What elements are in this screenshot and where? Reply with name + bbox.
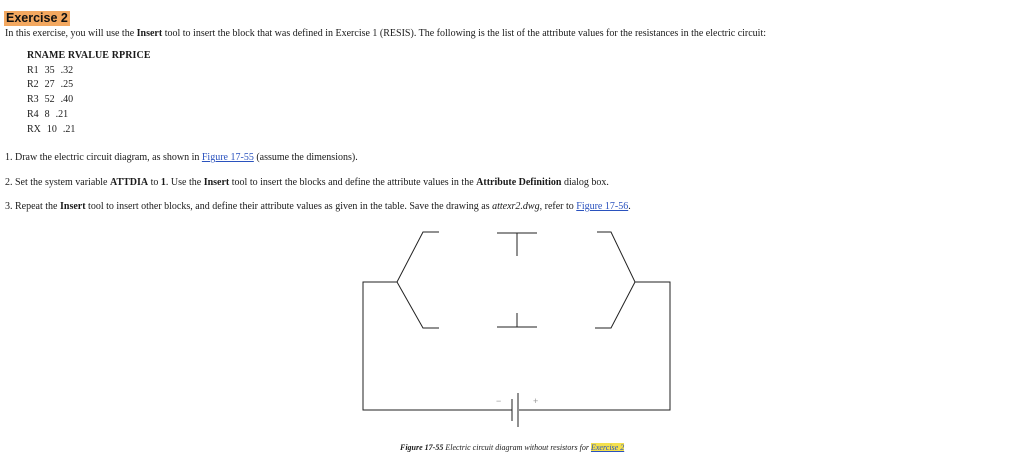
step-2-text-4: tool to insert the blocks and define the attribute values in the (229, 177, 477, 188)
right-branch-lower-wire (595, 282, 635, 328)
insert-term: Insert (59, 201, 86, 212)
figure-17-55-link[interactable]: Figure 17-55 (201, 152, 254, 163)
step-2-text-5: dialog box. (561, 177, 609, 188)
figure-caption (400, 443, 624, 452)
table-cell: R3 (27, 94, 39, 106)
intro-text-1: In this exercise, you will use the (5, 28, 137, 39)
caption-figure-number: Figure 17-55 (400, 443, 444, 452)
table-cell: .21 (62, 123, 76, 135)
left-branch-wire (363, 232, 512, 410)
attribute-definition-term: Attribute Definition (476, 177, 562, 188)
table-header-cell: RVALUE (67, 50, 110, 61)
step-3-text-4: . (628, 201, 631, 212)
table-header-cell: RNAME (27, 50, 66, 61)
step-2-text-3: . Use the (165, 177, 204, 188)
attdia-term: ATTDIA (109, 177, 149, 188)
table-cell: 27 (44, 79, 55, 91)
table-cell: 8 (44, 108, 50, 120)
step-3-text-3: , refer to (539, 201, 577, 212)
table-cell: 52 (44, 94, 55, 106)
caption-exercise-link[interactable]: Exercise 2 (590, 443, 625, 452)
step-3-text-2: tool to insert other blocks, and define their attribute values as given in the table. Save the drawing as (85, 201, 493, 212)
table-cell: 10 (46, 123, 57, 135)
intro-text-2: tool to insert the block that was defined in Exercise 1 (RESIS). The following is the list of the attribute values for the resistances in the electric circuit: (162, 28, 767, 39)
left-branch-lower-wire (397, 282, 439, 328)
table-cell: 35 (44, 64, 55, 76)
table-cell: .21 (55, 108, 69, 120)
step-2-text-1: 2. Set the system variable (5, 177, 110, 188)
exercise-heading: Exercise 2 (6, 11, 68, 25)
step-2-text-2: to (148, 177, 161, 188)
drawing-filename: attexr2.dwg (492, 201, 540, 212)
table-cell: R2 (27, 79, 39, 91)
table-cell: .25 (60, 79, 74, 91)
battery-plus-label: + (533, 396, 539, 406)
caption-text: Electric circuit diagram without resistors for (443, 443, 591, 452)
table-cell: .32 (60, 64, 74, 76)
table-cell: .40 (60, 94, 74, 106)
figure-17-56-link[interactable]: Figure 17-56 (576, 201, 629, 212)
insert-term: Insert (203, 177, 230, 188)
battery-minus-label: − (496, 396, 502, 406)
step-1-text-2: (assume the dimensions). (253, 152, 358, 163)
intro-insert-term: Insert (136, 28, 163, 39)
step-1-text-1: 1. Draw the electric circuit diagram, as shown in (5, 152, 202, 163)
attdia-value: 1 (160, 177, 166, 188)
right-branch-wire (519, 232, 670, 410)
table-cell: RX (27, 123, 41, 135)
table-cell: R1 (27, 64, 39, 76)
table-cell: R4 (27, 108, 39, 120)
step-3-text-1: 3. Repeat the (5, 201, 60, 212)
table-header-cell: RPRICE (111, 50, 151, 61)
